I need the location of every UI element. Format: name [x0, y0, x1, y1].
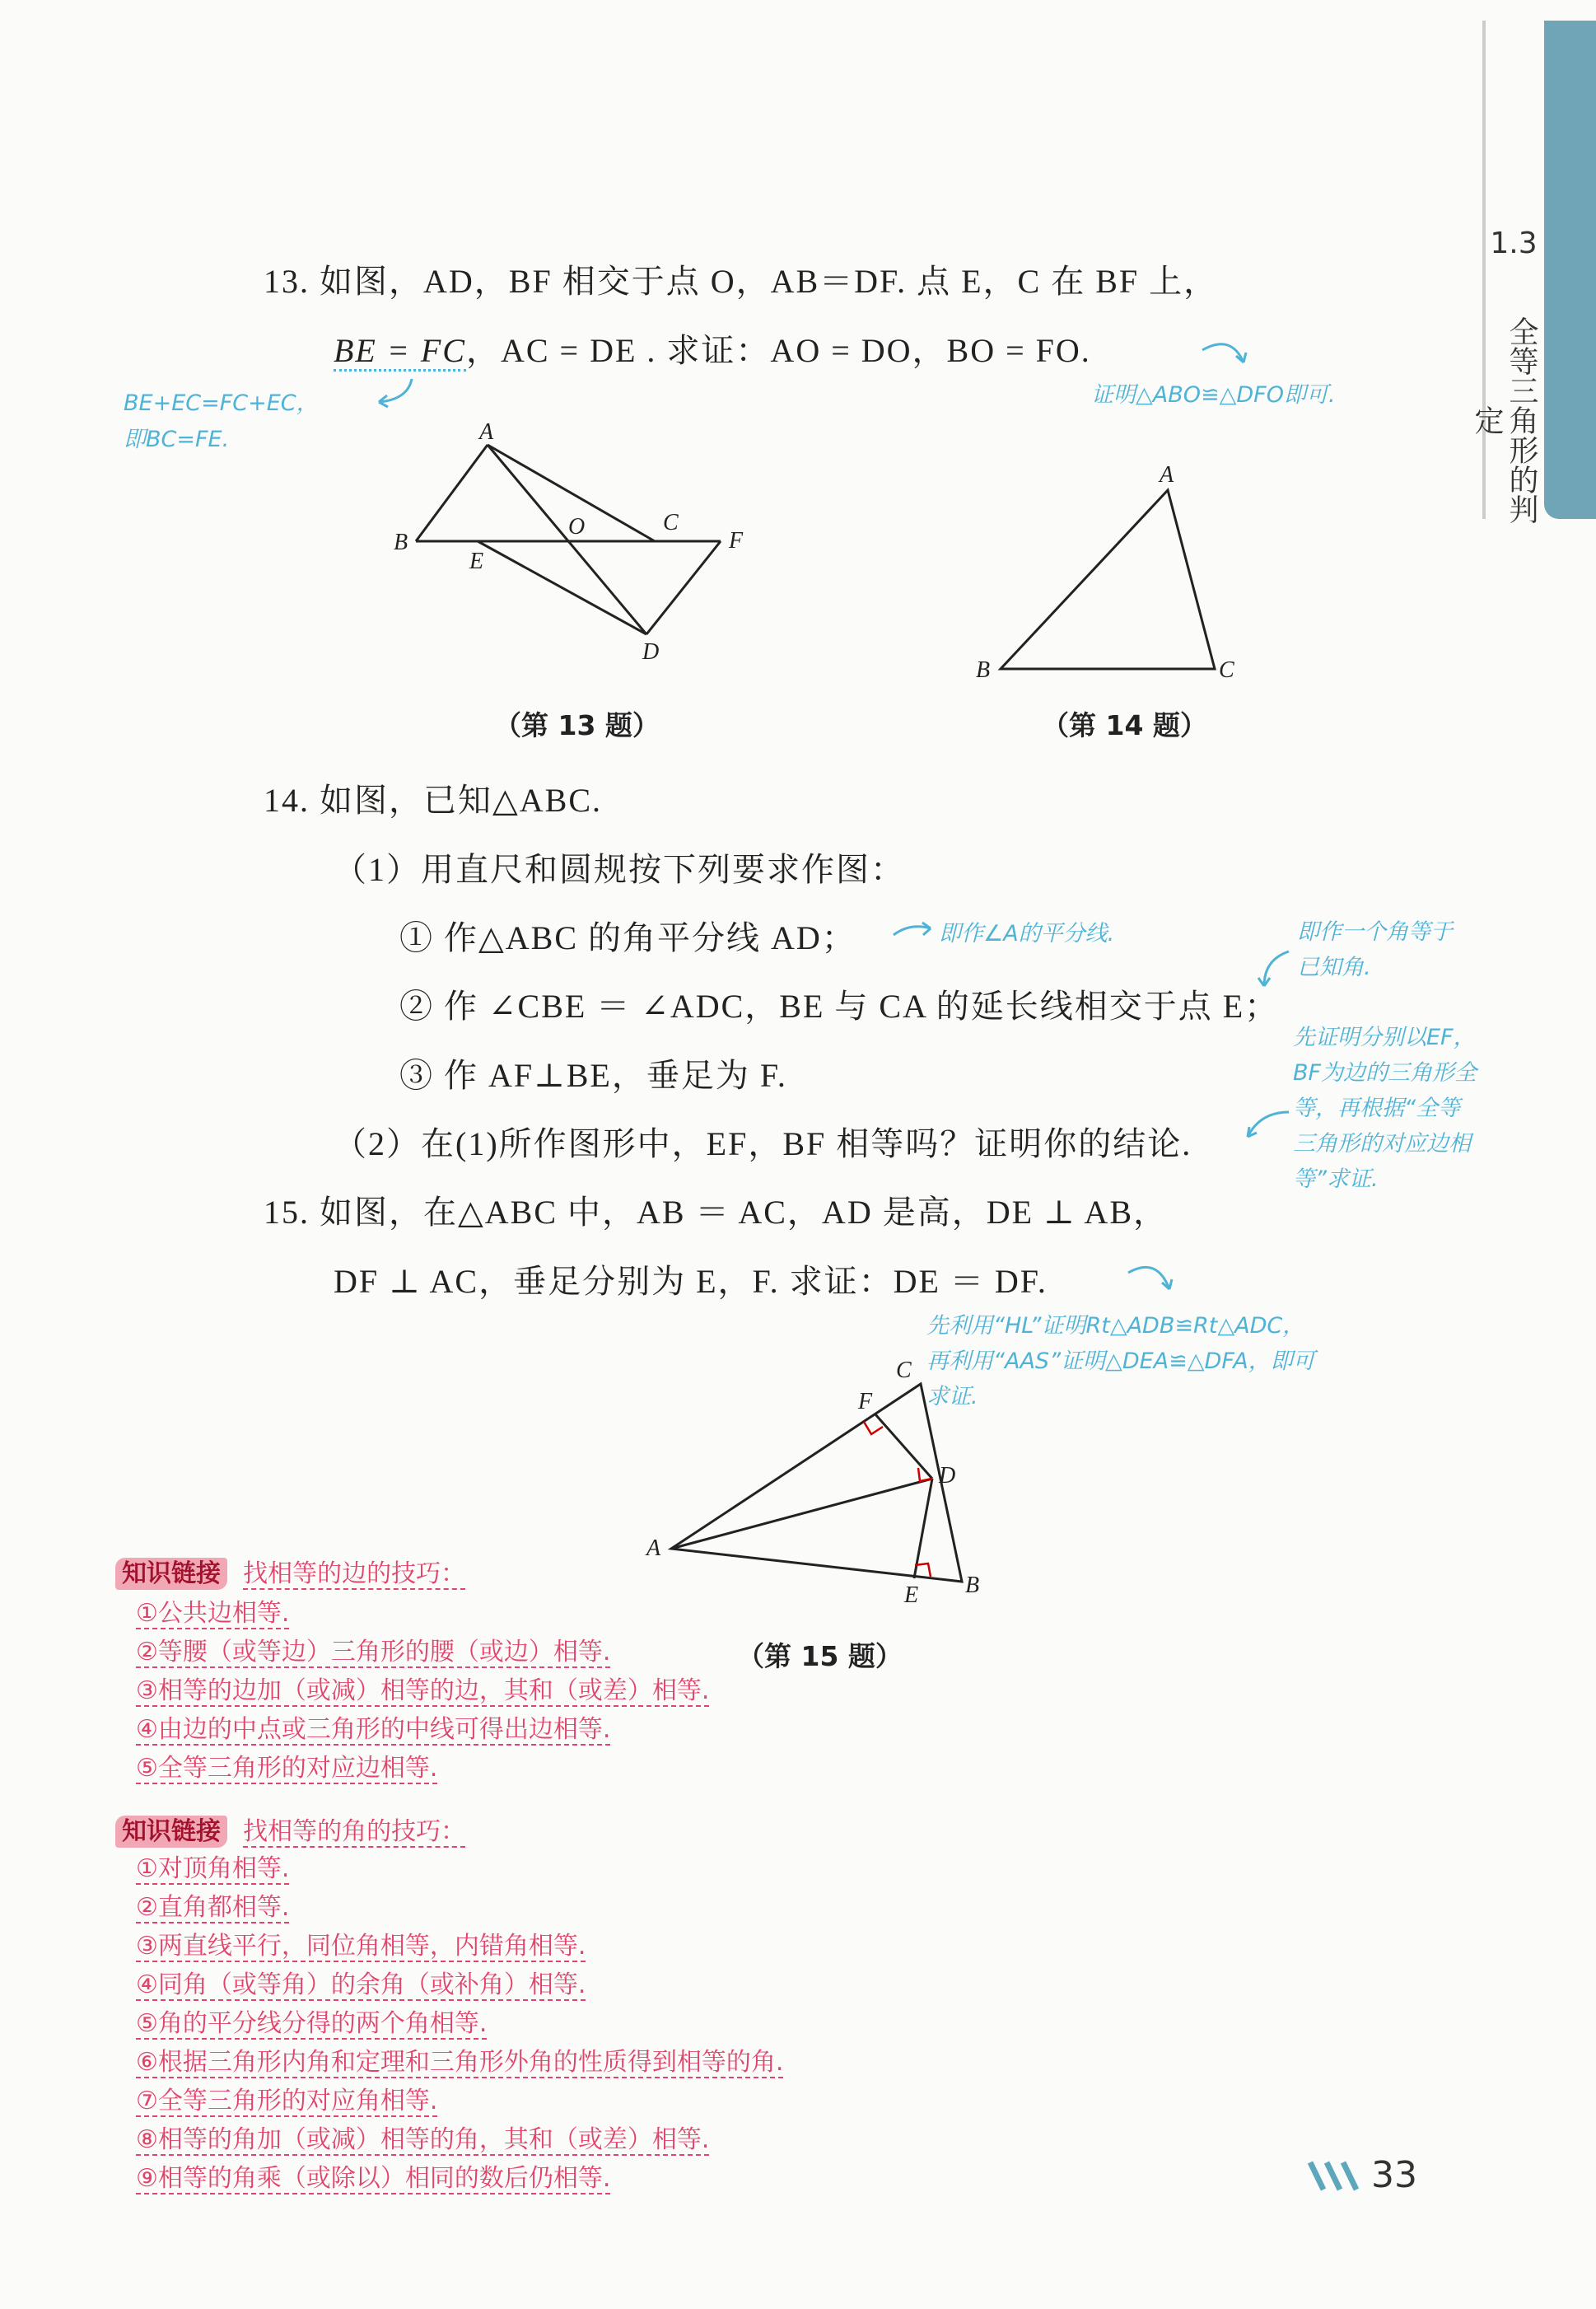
q14-note-step1-arrow — [889, 918, 939, 943]
section-title: 全等三角形的判定 — [1470, 316, 1538, 524]
knowledge-link-1-list — [136, 1594, 709, 1788]
q13-line2-rest: ，AC = DE . 求证：AO = DO，BO = FO. — [465, 332, 1091, 369]
seg-FD — [646, 541, 721, 634]
q14-step1: ① 作△ABC 的角平分线 AD； — [399, 919, 856, 956]
fig13-label-B: B — [394, 530, 408, 555]
knowledge-link-1-header — [115, 1553, 465, 1589]
q14-note-step1: 即作∠A的平分线. — [939, 921, 1115, 947]
fig13-label-F: F — [729, 528, 744, 554]
q15-note-1: 先利用“HL”证明Rt△ADB≌Rt△ADC， — [926, 1313, 1305, 1339]
q14-note-step2-1: 即作一个角等于 — [1297, 919, 1453, 945]
q14-note-step2-arrow — [1252, 943, 1301, 993]
list-item: ①对顶角相等. — [136, 1854, 290, 1883]
fig15-label-D: D — [939, 1463, 956, 1489]
seg-ED — [478, 541, 646, 634]
fig13-label-E: E — [469, 549, 484, 574]
q13-note-left-2: 即BC=FE. — [124, 427, 230, 452]
triangle-ABC — [1001, 490, 1215, 669]
q14-step3: ③ 作 AF⊥BE，垂足为 F. — [399, 1057, 787, 1094]
fig13-caption: （第 13 题） — [494, 709, 660, 741]
q14-note-part2-5: 等”求证. — [1293, 1166, 1379, 1192]
section-number: 1.3 — [1490, 227, 1538, 260]
right-angle-E — [915, 1563, 931, 1577]
figure-14 — [972, 461, 1252, 688]
q14-part1: （1）用直尺和圆规按下列要求作图： — [334, 851, 905, 888]
q14-note-part2-arrow — [1239, 1104, 1297, 1145]
list-item: ③相等的边加（或减）相等的边，其和（或差）相等. — [136, 1676, 710, 1705]
page-number-mark-icon — [1305, 2158, 1371, 2195]
section-tab — [1544, 21, 1596, 519]
tab-divider — [1482, 21, 1486, 519]
page-number: 33 — [1371, 2154, 1417, 2196]
knowledge-link-2-list — [136, 1849, 783, 2198]
list-item: ④由边的中点或三角形的中线可得出边相等. — [136, 1715, 611, 1744]
figure-15 — [642, 1343, 1005, 1606]
fig14-caption: （第 14 题） — [1042, 709, 1207, 741]
fig15-label-B: B — [965, 1573, 980, 1598]
q14-step2: ② 作 ∠CBE ＝ ∠ADC，BE 与 CA 的延长线相交于点 E； — [399, 988, 1280, 1025]
list-item: ④同角（或等角）的余角（或补角）相等. — [136, 1970, 586, 1999]
q13-underlined: BE = FC — [334, 332, 466, 372]
q13-note-left-arrow — [362, 362, 428, 412]
q14-note-part2-4: 三角形的对应边相 — [1293, 1131, 1471, 1157]
q15-note-3: 求证. — [926, 1384, 978, 1409]
knowledge-link-1-title: 找相等的边的技巧： — [243, 1559, 466, 1588]
seg-AD — [488, 445, 646, 634]
q14-part2: （2）在(1)所作图形中，EF，BF 相等吗？证明你的结论. — [334, 1125, 1192, 1162]
q15-line1: 15. 如图，在△ABC 中，AB ＝ AC，AD 是高，DE ⊥ AB， — [264, 1194, 1169, 1231]
list-item: ⑨相等的角乘（或除以）相同的数后仍相等. — [136, 2164, 611, 2193]
fig15-label-F: F — [858, 1389, 873, 1414]
list-item: ⑧相等的角加（或减）相等的角，其和（或差）相等. — [136, 2125, 710, 2154]
q14-note-step2-2: 已知角. — [1297, 955, 1371, 980]
q13-note-right: 证明△ABO≌△DFO即可. — [1091, 382, 1336, 408]
fig15-label-A: A — [646, 1535, 661, 1561]
seg-AD — [671, 1479, 932, 1549]
seg-DF — [875, 1414, 932, 1479]
q15-note-2: 再利用“AAS”证明△DEA≌△DFA，即可 — [926, 1348, 1315, 1374]
list-item: ②等腰（或等边）三角形的腰（或边）相等. — [136, 1638, 611, 1666]
right-angle-F — [864, 1422, 883, 1434]
knowledge-link-2-title: 找相等的角的技巧： — [243, 1817, 466, 1846]
q14-note-part2-1: 先证明分别以EF， — [1293, 1025, 1476, 1050]
fig14-label-B: B — [976, 657, 991, 683]
list-item: ⑦全等三角形的对应角相等. — [136, 2087, 438, 2115]
q14-note-part2-2: BF为边的三角形全 — [1293, 1060, 1477, 1086]
fig13-label-C: C — [663, 510, 679, 535]
fig15-label-E: E — [904, 1582, 919, 1606]
list-item: ⑤角的平分线分得的两个角相等. — [136, 2009, 488, 2038]
list-item: ⑤全等三角形的对应边相等. — [136, 1754, 438, 1783]
q14-line1: 14. 如图，已知△ABC. — [264, 782, 603, 819]
seg-AB — [416, 445, 488, 541]
fig13-label-D: D — [642, 639, 660, 665]
figure-13 — [371, 416, 758, 680]
list-item: ③两直线平行，同位角相等，内错角相等. — [136, 1932, 586, 1961]
fig13-label-A: A — [479, 419, 494, 445]
q15-line2: DF ⊥ AC，垂足分别为 E，F. 求证：DE ＝ DF. — [334, 1263, 1048, 1300]
fig15-label-C: C — [896, 1358, 912, 1383]
list-item: ②直角都相等. — [136, 1893, 290, 1922]
q15-note-arrow — [1124, 1256, 1182, 1306]
list-item: ①公共边相等. — [136, 1599, 290, 1628]
knowledge-link-2-label: 知识链接 — [115, 1816, 227, 1848]
q13-note-right-arrow — [1198, 330, 1264, 379]
knowledge-link-2-header — [115, 1811, 465, 1847]
q13-note-left-1: BE+EC=FC+EC， — [124, 390, 319, 416]
list-item: ⑥根据三角形内角和定理和三角形外角的性质得到相等的角. — [136, 2048, 784, 2077]
knowledge-link-1-label: 知识链接 — [115, 1558, 227, 1590]
q14-note-part2-3: 等，再根据“全等 — [1293, 1096, 1460, 1121]
fig14-label-C: C — [1219, 657, 1234, 683]
fig15-caption: （第 15 题） — [737, 1640, 903, 1672]
fig13-label-O: O — [568, 514, 586, 540]
q13-line1: 13. 如图，AD，BF 相交于点 O，AB＝DF. 点 E，C 在 BF 上， — [264, 263, 1219, 300]
fig14-label-A: A — [1160, 462, 1174, 488]
q13-line2 — [334, 331, 1091, 371]
